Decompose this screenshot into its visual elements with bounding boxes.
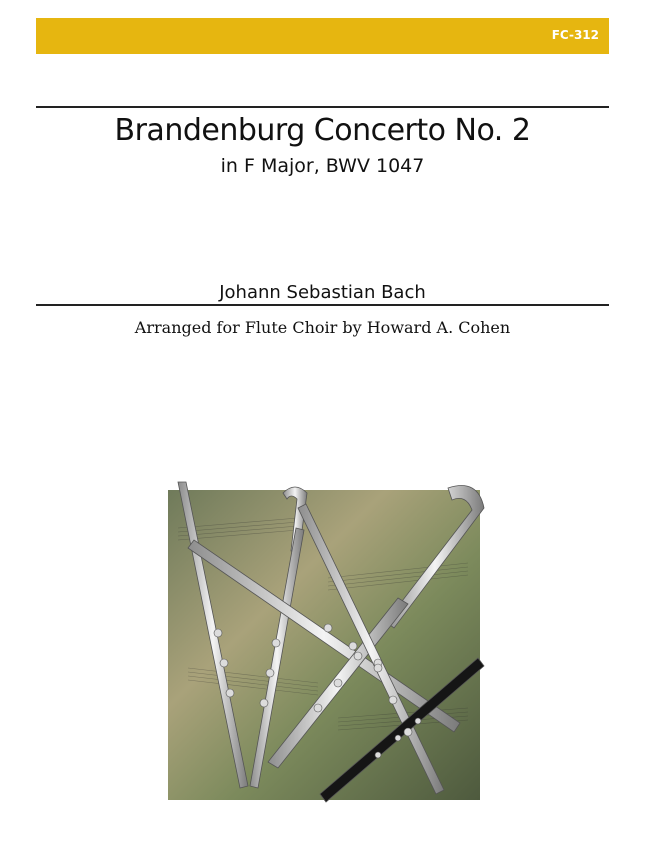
top-divider bbox=[36, 106, 609, 108]
arranger-credit: Arranged for Flute Choir by Howard A. Cohen bbox=[134, 318, 511, 337]
flute-illustration bbox=[148, 468, 498, 818]
composer-name: Johann Sebastian Bach bbox=[219, 282, 426, 303]
page-subtitle: in F Major, BWV 1047 bbox=[220, 155, 425, 177]
composer-divider bbox=[36, 304, 609, 306]
header-banner bbox=[36, 18, 609, 54]
catalog-number: FC-312 bbox=[551, 28, 599, 42]
page-title: Brandenburg Concerto No. 2 bbox=[114, 113, 531, 148]
